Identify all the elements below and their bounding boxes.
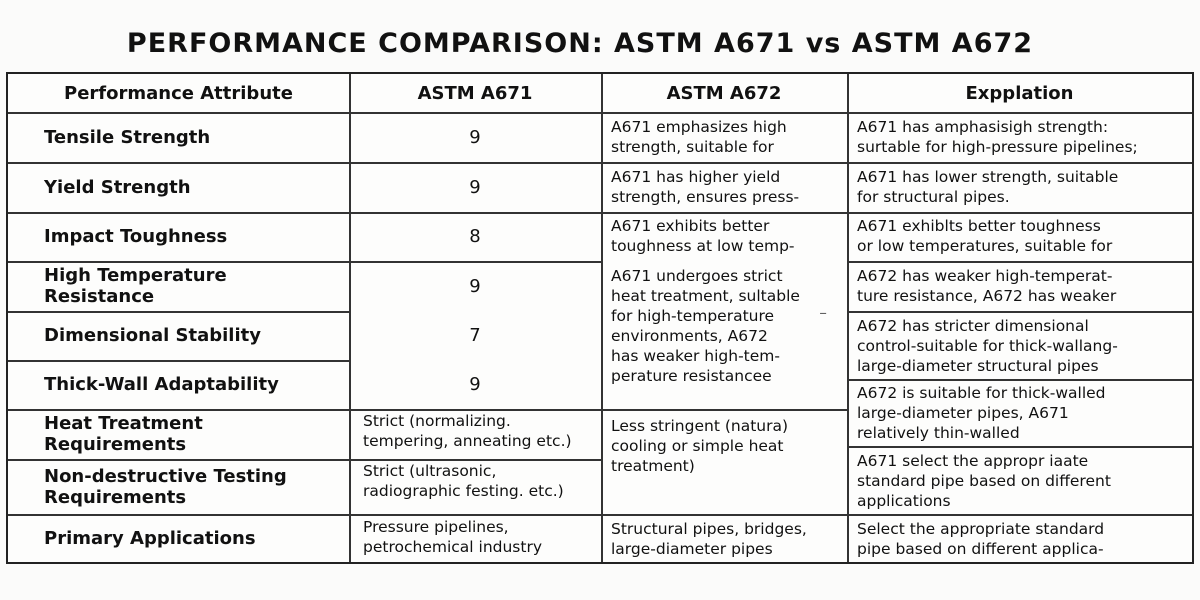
a671-score: 8: [469, 226, 481, 247]
attribute-cell: Non-destructive Testing Requirements: [44, 465, 287, 508]
a671-text-cell: Strict (normalizing. tempering, anneating etc.): [363, 412, 572, 450]
explanation-line: A672 has weaker high-temperat-: [857, 267, 1113, 285]
explanation-line: ture resistance, A672 has weaker: [857, 287, 1117, 305]
a672-cell: [601, 416, 847, 512]
a672-line: Less stringent (natura): [611, 417, 789, 435]
explanation-line: standard pipe based on different: [857, 472, 1111, 490]
explanation-line: A672 has stricter dimensional: [857, 317, 1089, 335]
a672-cell: [601, 167, 847, 212]
explanation-line: large-diameter structural pipes: [857, 357, 1099, 375]
a672-line: A671 exhibits better: [611, 217, 770, 235]
a672-line: heat treatment, sultable: [611, 287, 800, 305]
explanation-cell: [847, 266, 1192, 311]
a672-line: perature resistancee: [611, 367, 772, 385]
attribute-cell: Impact Toughness: [44, 226, 228, 247]
attribute-cell: Dimensional Stability: [44, 325, 261, 346]
attribute-cell: Tensile Strength: [44, 126, 211, 148]
attribute-cell: Yield Strength: [44, 176, 191, 198]
a672-line: treatment): [611, 457, 695, 475]
header-a671: ASTM A671: [417, 82, 533, 104]
header-explanation: Expplation: [965, 82, 1074, 104]
a672-cell: [601, 216, 847, 261]
row-divider: [847, 311, 1192, 313]
attribute-cell: Thick-Wall Adaptability: [44, 374, 279, 395]
a672-line: toughness at low temp-: [611, 237, 795, 255]
a672-line: A671 undergoes strict: [611, 267, 783, 285]
explanation-line: for structural pipes.: [857, 188, 1010, 206]
row-divider: [847, 446, 1192, 448]
a671-score: 9: [469, 126, 481, 148]
a671-score: 9: [469, 176, 481, 198]
a672-line: A671 has higher yield: [611, 168, 781, 186]
explanation-cell: [847, 383, 1192, 446]
explanation-line: large-diameter pipes, A671: [857, 404, 1069, 422]
a672-line: Structural pipes, bridges,: [611, 520, 807, 538]
attribute-cell: Heat Treatment Requirements: [44, 413, 203, 455]
a672-line: large-diameter pipes: [611, 540, 773, 558]
explanation-line: A672 is suitable for thick-walled: [857, 384, 1106, 402]
a672-cell: [601, 519, 847, 562]
explanation-cell: [847, 167, 1192, 212]
a671-score: 9: [469, 374, 481, 395]
explanation-line: A671 select the appropr iaate: [857, 452, 1089, 470]
row-divider: [847, 261, 1192, 263]
explanation-line: applications: [857, 492, 951, 510]
a672-line: A671 emphasizes high: [611, 118, 787, 136]
a672-line: for high-temperature ⁻: [611, 307, 828, 325]
a672-cell: [601, 117, 847, 162]
a672-line: cooling or simple heat: [611, 437, 784, 455]
explanation-cell: [847, 216, 1192, 261]
a671-text-cell: Pressure pipelines, petrochemical industry: [363, 518, 542, 556]
attribute-cell: High Temperature Resistance: [44, 265, 227, 307]
explanation-line: surtable for high-pressure pipelines;: [857, 138, 1138, 156]
explanation-cell: [847, 451, 1192, 514]
explanation-cell: [847, 316, 1192, 379]
a671-score: 7: [469, 325, 481, 346]
a672-line: environments, A672: [611, 327, 768, 345]
explanation-line: control-suitable for thick-wallang-: [857, 337, 1118, 355]
explanation-line: pipe based on different applica-: [857, 540, 1104, 558]
a672-line: strength, suitable for: [611, 138, 774, 156]
explanation-line: A671 has lower strength, suitable: [857, 168, 1119, 186]
explanation-cell: [847, 519, 1192, 562]
attribute-cell: Primary Applications: [44, 527, 256, 549]
a672-line: has weaker high-tem-: [611, 347, 780, 365]
explanation-cell: [847, 117, 1192, 162]
a671-text-cell: Strict (ultrasonic, radiographic festing. etc.): [363, 462, 564, 500]
header-a672: ASTM A672: [666, 82, 782, 104]
a671-score: 9: [469, 275, 481, 297]
explanation-line: or low temperatures, suitable for: [857, 237, 1113, 255]
a672-line: strength, ensures press-: [611, 188, 800, 206]
explanation-line: relatively thin-walled: [857, 424, 1020, 442]
header-attribute: Performance Attribute: [64, 82, 293, 104]
explanation-line: A671 has amphasisigh strength:: [857, 118, 1109, 136]
comparison-table: [6, 72, 1194, 564]
row-divider: [847, 379, 1192, 381]
a672-cell: [601, 266, 847, 406]
stray-mark: ⁻: [819, 307, 828, 325]
page-title: PERFORMANCE COMPARISON: ASTM A671 vs ASTM A672: [126, 28, 1034, 59]
explanation-line: Select the appropriate standard: [857, 520, 1105, 538]
explanation-line: A671 exhiblts better toughness: [857, 217, 1101, 235]
row-divider: [601, 409, 847, 411]
